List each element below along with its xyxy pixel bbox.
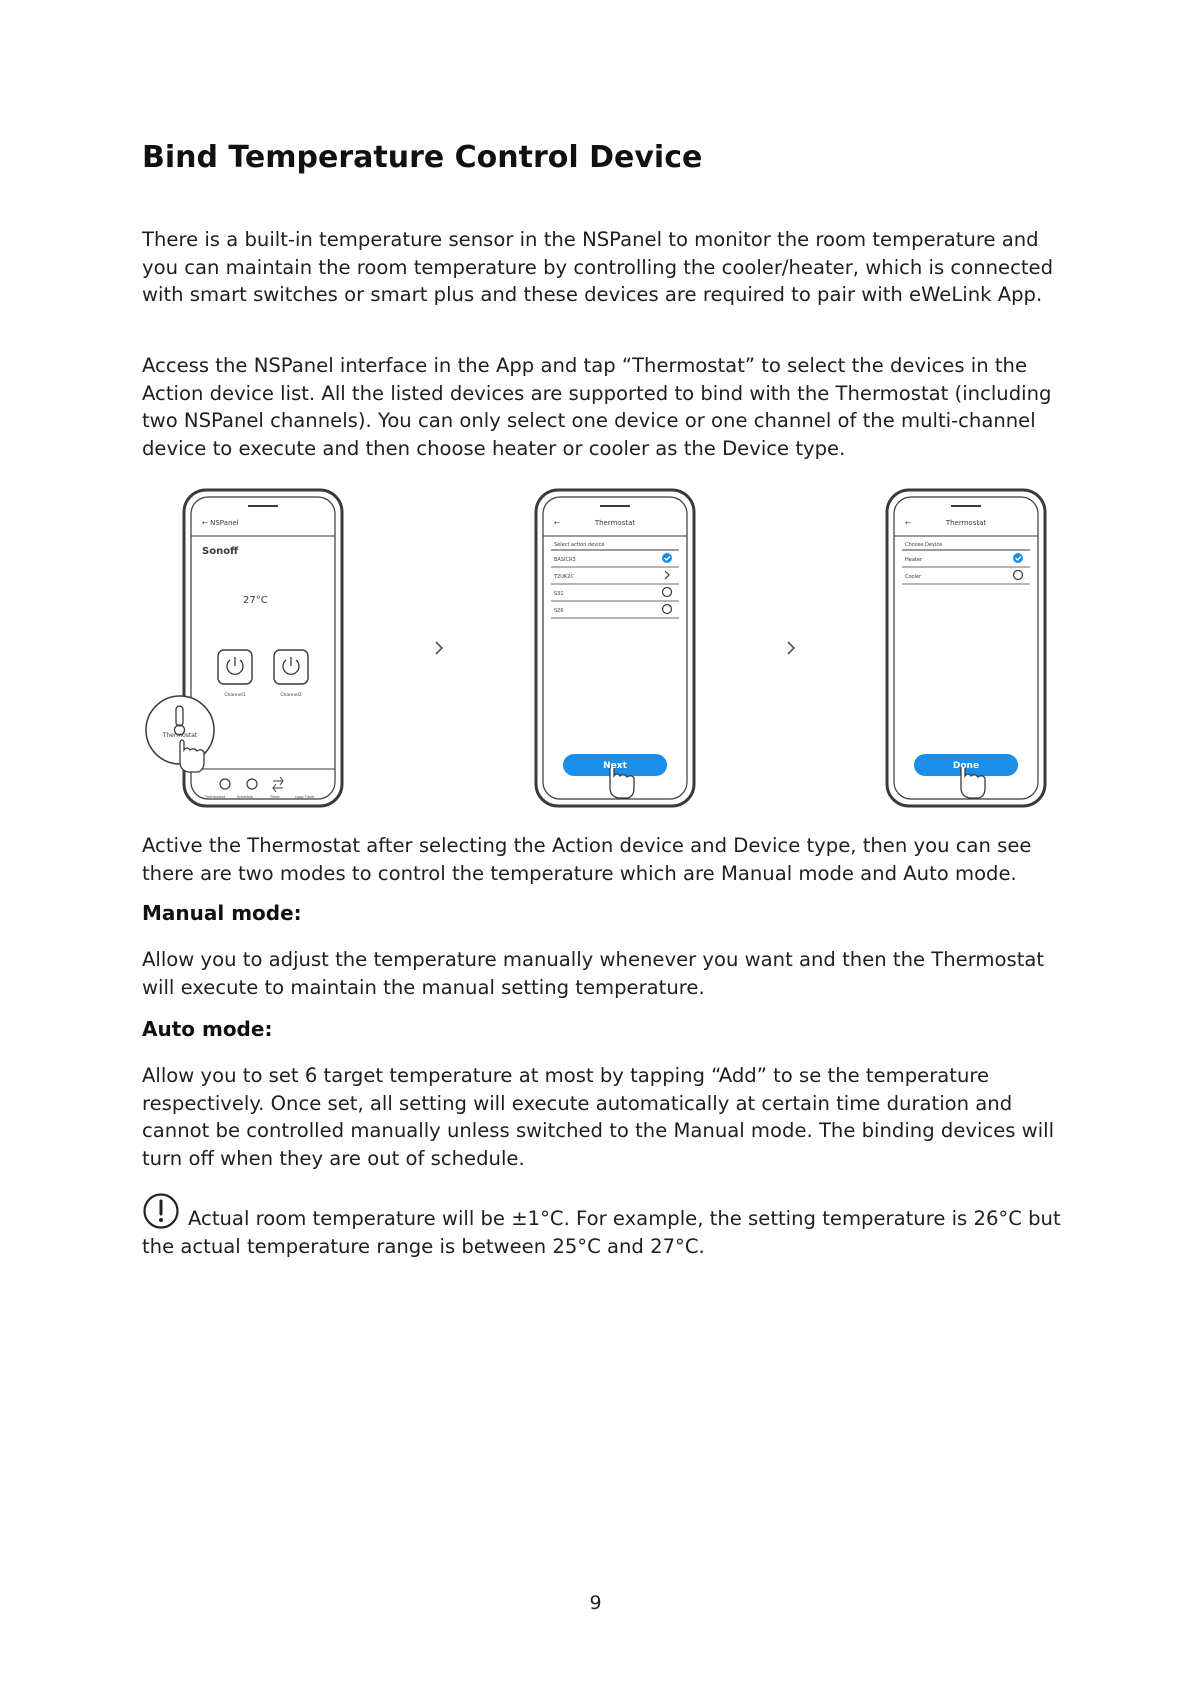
device-type-heater[interactable]: Heater	[905, 557, 922, 563]
manual-mode-text: Allow you to adjust the temperature manually whenever you want and then the Thermostat will execute to maintain the manual setting temperature.	[142, 948, 1045, 999]
device-item-1[interactable]: BASICR3	[554, 557, 576, 563]
device-item-4[interactable]: S26	[554, 608, 564, 614]
chevron-right-icon	[436, 642, 442, 654]
nav-thermostat: Thermostat	[204, 795, 226, 799]
phone-nspanel	[146, 490, 342, 806]
phone2-header: Thermostat	[594, 519, 636, 527]
phone3-section-label: Choose Device	[905, 542, 943, 548]
phone3-back-icon: ←	[905, 519, 911, 527]
phone1-channel2: Channel2	[280, 693, 302, 698]
access-paragraph: Access the NSPanel interface in the App and tap “Thermostat” to select the devices in the Action device list. All the listed devices are supported to bind with the Thermostat (including two NSPanel channels). You can only select one device or one channel of the multi-channel device to execute and then choose heater or cooler as the Device type.	[142, 354, 1052, 460]
auto-mode-text: Allow you to set 6 target temperature at most by tapping “Add” to se the temperature respectively. Once set, all setting will execute automatically at certain time duration and cannot be controlled manually unless switched to the Manual mode. The binding devices will turn off when they are out of schedule.	[142, 1064, 1055, 1170]
app-steps-figure	[140, 484, 1060, 814]
phone2-back-icon: ←	[554, 519, 560, 527]
auto-mode-heading: Auto mode:	[142, 1017, 273, 1041]
note-text: Actual room temperature will be ±1°C. For example, the setting temperature is 26°C but the actual temperature range is between 25°C and 27°C.	[142, 1207, 1061, 1258]
chevron-right-icon	[788, 642, 794, 654]
device-item-3[interactable]: S31	[554, 591, 564, 597]
device-item-2[interactable]: T2UK2C	[554, 574, 574, 580]
phone1-temperature: 27°C	[243, 595, 268, 606]
phone1-callout-label: Thermostat	[162, 732, 198, 739]
nav-schedule: Schedule	[236, 795, 254, 799]
phone3-header: Thermostat	[945, 519, 987, 527]
phone2-section-label: Select action device	[554, 542, 605, 548]
active-paragraph: Active the Thermostat after selecting the Action device and Device type, then you can see there are two modes to control the temperature which are Manual mode and Auto mode.	[142, 834, 1032, 885]
intro-paragraph: There is a built-in temperature sensor in the NSPanel to monitor the room temperature and you can maintain the room temperature by controlling the cooler/heater, which is connected with smart switches or smart plus and these devices are required to pair with eWeLink App.	[142, 228, 1054, 306]
manual-mode-heading: Manual mode:	[142, 901, 302, 925]
page-title: Bind Temperature Control Device	[142, 140, 703, 175]
done-button-label: Done	[952, 761, 980, 771]
phone1-channel1: Channel1	[224, 693, 246, 698]
nav-loop-timer: Loop Timer	[295, 795, 315, 799]
phone1-brand: Sonoff	[202, 546, 239, 557]
page-number: 9	[589, 1592, 602, 1614]
next-button-label: Next	[603, 761, 627, 771]
device-type-cooler[interactable]: Cooler	[905, 574, 922, 580]
nav-timer: Timer	[269, 795, 281, 799]
phone1-header: ← NSPanel	[202, 519, 239, 527]
